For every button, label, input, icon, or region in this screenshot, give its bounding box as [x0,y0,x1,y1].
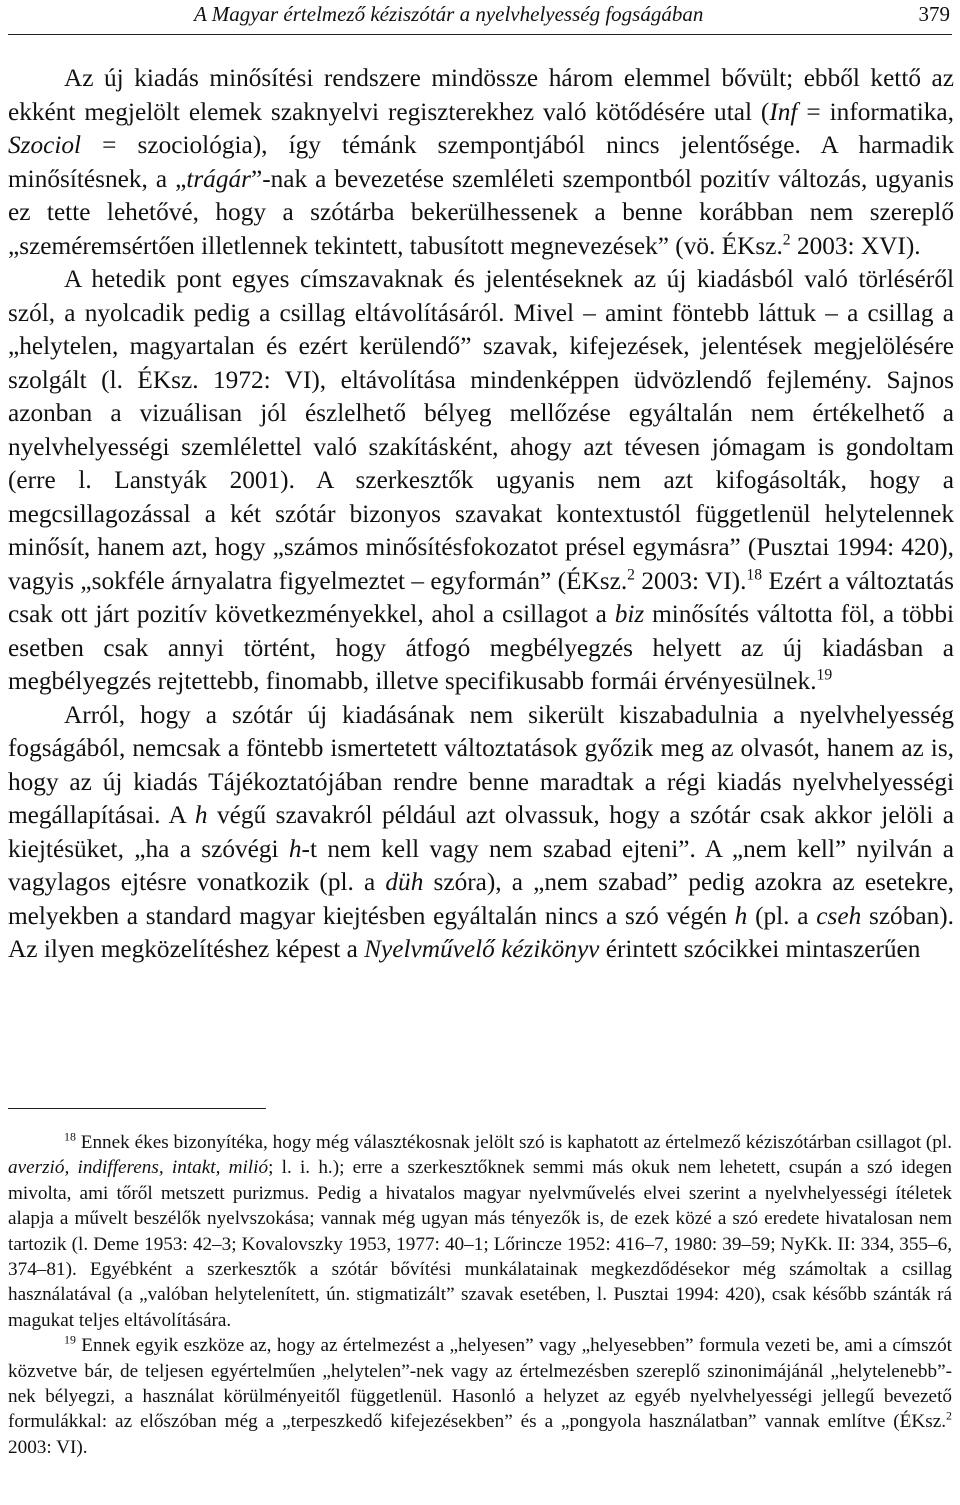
text-run: (pl. a [747,901,817,930]
italic-term: cseh [816,901,862,930]
text-run: végű szavakról például azt olvassuk, hogy a szótár csak akkor jelöli a kiejtésüket, „ha a szóvégi [8,801,954,863]
text-run: -t nem kell vagy nem szabad ejteni”. A „nem kell” nyilván a vagylagos ejtésre vonatkozik (pl. a [8,834,954,896]
italic-term: h [288,834,302,863]
italic-term: h [194,801,208,829]
text-run: Ezért a változtatás csak ott járt pozitív következményekkel, ahol a csillagot a [8,566,954,628]
text-run: Arról, hogy a szótár új kiadásának nem sikerült kiszabadulnia a nyelvhelyesség fogságából, nemcsak a föntebb ismertetett változtatások győzik meg az olvasót, hanem az is, hogy az új kiadás Tájékoztatójában rendre benne maradtak a régi kiadás nyelvhelyességi megállapításai. A [8,700,954,829]
text-run: érintett szócikkei mintaszerűen [599,935,921,963]
italic-term: düh [385,868,424,896]
paragraph-2 [8,263,954,699]
italic-examples: averzió, indifferens, intakt, milió [8,1157,269,1179]
footnote-number: 19 [64,1332,76,1347]
text-run: A hetedik pont egyes címszavaknak és jelentéseknek az új kiadásból való törléséről szól, a nyolcadik pedig a csillag eltávolításáról. Mivel – amint föntebb láttuk – a csillag a „helytelen, magyartalan és ezért kerülendő” szavak, kifejezések, jelentések megjelölésére szolgált (l. ÉKsz. 1972: VI), eltávolítása mindenképpen üdvözlendő fejlemény. Sajnos azonban a vizuálisan jól észlelhető bélyeg mellőzése egyáltalán nem értékelhető a nyelvhelyességi szemlélettel való szakításként, ahogy azt tévesen jómagam is gondoltam (erre l. Lanstyák 2001). A szerkesztők ugyanis nem azt kifogásolták, hogy a megcsillagozással a két szótár bizonyos szavakat kontextustól függetlenül helytelennek minősít, hanem azt, hogy „számos minősítésfokozatot présel egymásra” (Pusztai 1994: 420), vagyis „sokféle árnyalatra figyelmeztet – egyformán” (ÉKsz. [8,265,954,595]
running-header [8,0,952,35]
text-run: szóra), a „nem szabad” pedig azokra az esetekre, melyekben a standard magyar kiejtésben egyáltalán nincs a szó végén [8,868,954,930]
italic-term: Szociol [8,131,82,159]
footnote-19 [8,1333,952,1460]
footnote-separator [8,1108,266,1109]
text-run: 2003: VI). [8,1436,88,1458]
italic-term: biz [614,600,645,628]
footnotes [8,1130,952,1460]
text-run: ”-nak a bevezetése szemléleti szempontból pozitív változás, ugyanis ez tette lehetővé, hogy a szótárba bekerülhessenek a benne korábban nem szereplő „szeméremsértően illetlennek tekintett, tabusított megnevezések” (vö. ÉKsz. [8,164,954,260]
edition-superscript: 2 [627,566,636,584]
italic-term: trágár [186,164,251,193]
paragraph-3 [8,699,954,967]
text-run: minősítés váltotta föl, a többi esetben csak annyi történt, hogy átfogó megbélyegzés helyett az új kiadásban a megbélyegzés rejtettebb, finomabb, illetve specifikusabb formái érvényesülnek. [8,600,955,695]
text-run: 2003: XVI). [790,231,921,260]
text-run: = szociológia), így témánk szempontjából nincs jelentősége. A harmadik minősítésnek, a „ [8,131,954,193]
text-run: Ennek ékes bizonyítéka, hogy még választékosnak jelölt szó is kaphatott az értelmező kéziszótárban csillagot (pl. [75,1132,952,1153]
footnote-18 [8,1130,952,1333]
footnote-ref-19[interactable]: 19 [816,666,833,684]
body-text [8,62,954,967]
text-run: = informatika, [797,97,954,126]
text-run: ; l. i. h.); erre a szerkesztőknek semmi más okuk nem lehetett, csupán a szó idegen mivolta, ami tőről metszett purizmus. Pedig a hivatalos magyar nyelvművelés elvei szerint a nyelvhelyességi ítéletek alapja a művelt beszélők nyelvszokása; vannak még ugyan más tényezők is, de ezek közé a szó eredete hivatalosan nem tartozik (l. Deme 1953: 42–3; Kovalovszky 1953, 1977: 40–1; Lőrincze 1952: 416–7, 1980: 39–59; NyKk. II: 334, 355–6, 374–81). Egyébként a szerkesztők a szótár bővítési munkálatainak megkezdődésekor még számoltak a csillag használatával (a „valóban helytelenített, ún. stigmatizált” szavak esetében, l. Pusztai 1994: 420), csak később szánták rá magukat teljes eltávolítására. [8,1157,952,1331]
edition-superscript: 2 [782,231,791,249]
text-run: 2003: VI). [635,566,747,595]
page-number: 379 [918,2,950,26]
running-title: A Magyar értelmező kéziszótár a nyelvhelyesség fogságában [194,2,704,26]
footnote-ref-18[interactable]: 18 [746,566,763,584]
italic-term: h [734,901,748,930]
italic-title: Nyelvművelő kézikönyv [364,935,600,963]
text-run: Ennek egyik eszköze az, hogy az értelmezést a „helyesen” vagy „helyesebben” formula vezeti be, ami a címszót közvetve bár, de teljesen egyértelműen „helytelen”-nek vagy az értelmezésben szereplő szinonimájánál „helytelenebb”-nek bélyegzi, a használat körülményeitől függetlenül. Hasonló a helyzet az egyéb nyelvhelyességi jellegű bevezető formulákkal: az előszóban még a „terpeszkedő kifejezésekben” és a „pongyola használatban” vannak említve (ÉKsz. [8,1335,952,1433]
footnote-number: 18 [64,1129,76,1144]
paragraph-1 [8,62,954,263]
text-run: szóban). Az ilyen megközelítéshez képest a [8,901,954,963]
italic-term: Inf [769,97,798,126]
text-run: Az új kiadás minősítési rendszere mindössze három elemmel bővült; ebből kettő az ekként megjelölt elemek szaknyelvi regiszterekhez való kötődésére utal ( [8,64,954,126]
edition-superscript: 2 [946,1409,952,1424]
